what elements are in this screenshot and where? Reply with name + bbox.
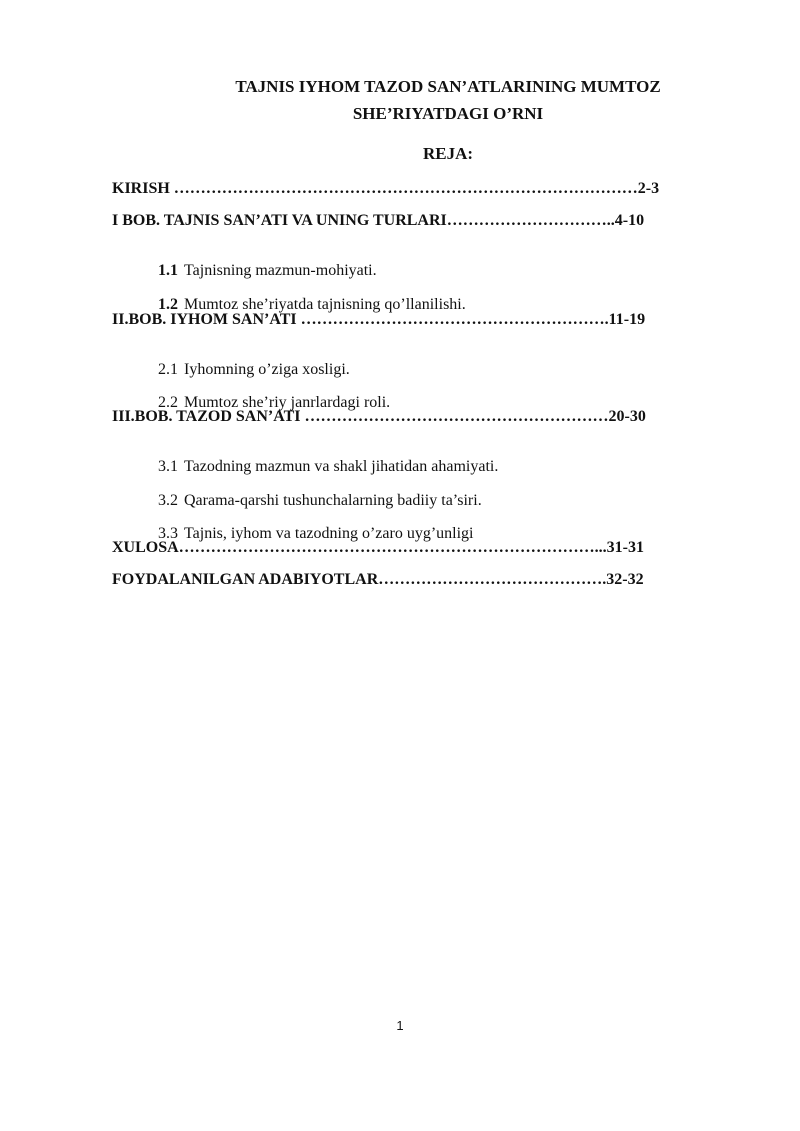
toc-entry-chapter-1: I BOB. TAJNIS SAN’ATI VA UNING TURLARI…………………………..4-10 — [112, 212, 645, 229]
toc-subentry-text: Tazodning mazmun va shakl jihatidan ahamiyati. — [184, 458, 499, 475]
toc-subentry-text: Tajnisning mazmun-mohiyati. — [184, 262, 377, 279]
toc-subentry-number: 3.3 — [158, 525, 178, 542]
toc-subentry-text: Qarama-qarshi tushunchalarning badiiy ta’siri. — [184, 492, 482, 509]
toc-subentry-text: Mumtoz she’riy janrlardagi roli. — [184, 394, 391, 411]
page-number: 1 — [396, 1018, 404, 1033]
toc-subentry-2-2 — [150, 376, 390, 412]
toc-subentry-2-1 — [150, 343, 350, 379]
plan-heading: REJA: — [422, 144, 474, 163]
toc-subentry-3-1 — [150, 440, 498, 476]
toc-subentry-text: Iyhomning o’ziga xosligi. — [184, 361, 350, 378]
toc-subentry-number: 3.2 — [158, 492, 178, 509]
toc-entry-references: FOYDALANILGAN ADABIYOTLAR…………………………………….32-32 — [112, 571, 644, 588]
toc-subentry-text: Tajnis, iyhom va tazodning o’zaro uyg’unligi — [184, 525, 474, 542]
toc-entry-chapter-3: III.BOB. TAZOD SAN’ATI …………………………………………………20-30 — [112, 408, 646, 425]
document-title-line-2: SHE’RIYATDAGI O’RNI — [352, 104, 544, 123]
toc-subentry-text: Mumtoz she’riyatda tajnisning qo’llanilishi. — [184, 296, 466, 313]
toc-subentry-number: 1.1 — [158, 262, 178, 279]
toc-subentry-number: 3.1 — [158, 458, 178, 475]
document-title-line-1: TAJNIS IYHOM TAZOD SAN’ATLARINING MUMTOZ — [235, 77, 661, 96]
toc-subentry-3-3 — [150, 507, 473, 543]
toc-subentry-number: 2.1 — [158, 361, 178, 378]
toc-subentry-3-2 — [150, 474, 482, 510]
toc-entry-chapter-2: II.BOB. IYHOM SAN’ATI ………………………………………………….11-19 — [112, 311, 646, 328]
toc-subentry-1-1 — [150, 244, 377, 280]
toc-subentry-1-2 — [150, 278, 466, 314]
toc-subentry-number: 1.2 — [158, 296, 178, 313]
toc-entry-kirish: KIRISH ……………………………………………………………………………2-3 — [112, 180, 660, 197]
toc-entry-xulosa: XULOSA……………………………………………………………………...31-31 — [112, 539, 645, 556]
toc-subentry-number: 2.2 — [158, 394, 178, 411]
